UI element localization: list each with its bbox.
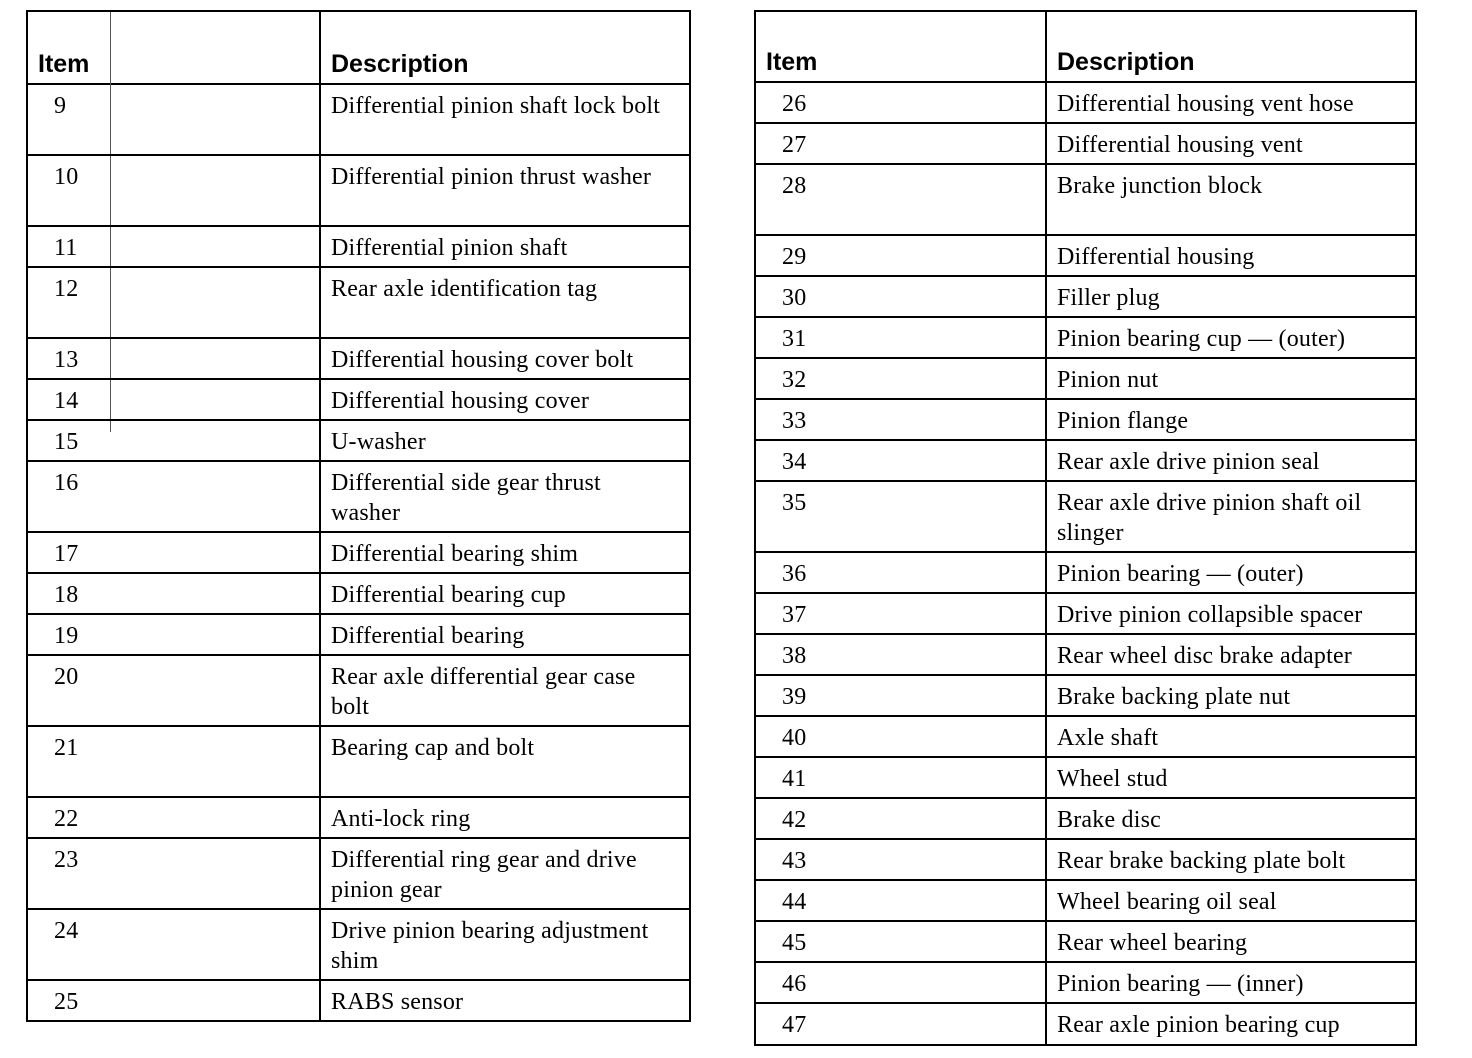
- item-description: Differential bearing shim: [331, 541, 579, 567]
- table-row: [28, 339, 689, 380]
- parts-table-right: [754, 10, 1417, 1046]
- item-description: Wheel stud: [1057, 766, 1168, 792]
- item-description: Rear brake backing plate bolt: [1057, 848, 1346, 874]
- table-row: [756, 236, 1415, 277]
- table-row: [28, 421, 689, 462]
- item-description: Differential ring gear and drive pinion gear: [331, 847, 637, 903]
- table-header: [756, 12, 1415, 83]
- item-number: 28: [782, 173, 807, 199]
- item-number: 42: [782, 807, 807, 833]
- item-description: Pinion bearing — (inner): [1057, 971, 1304, 997]
- table-row: [756, 359, 1415, 400]
- item-description: Pinion flange: [1057, 408, 1189, 434]
- item-number: 22: [54, 806, 79, 832]
- item-description: Differential housing cover: [331, 388, 590, 414]
- table-row: [756, 799, 1415, 840]
- table-row: [756, 553, 1415, 594]
- table-row: [756, 963, 1415, 1004]
- item-number: 35: [782, 490, 807, 516]
- item-description: RABS sensor: [331, 989, 464, 1015]
- item-description: Differential bearing cup: [331, 582, 566, 608]
- item-number: 27: [782, 132, 807, 158]
- item-description: Rear axle identification tag: [331, 276, 598, 302]
- table-row: [28, 615, 689, 656]
- table-row: [28, 910, 689, 981]
- table-row: [28, 156, 689, 227]
- table-row: [28, 656, 689, 727]
- item-number: 21: [54, 735, 79, 761]
- table-row: [28, 839, 689, 910]
- item-number: 30: [782, 285, 807, 311]
- header-description: Description: [331, 50, 469, 78]
- item-description: Brake backing plate nut: [1057, 684, 1291, 710]
- item-description: Differential bearing: [331, 623, 525, 649]
- item-number: 34: [782, 449, 807, 475]
- table-row: [28, 462, 689, 533]
- item-number: 20: [54, 664, 79, 690]
- item-description: Differential housing vent hose: [1057, 91, 1354, 117]
- item-number: 40: [782, 725, 807, 751]
- item-number: 18: [54, 582, 79, 608]
- item-number: 38: [782, 643, 807, 669]
- item-description: Differential housing: [1057, 244, 1255, 270]
- item-number: 16: [54, 470, 79, 496]
- item-number: 26: [782, 91, 807, 117]
- table-row: [28, 798, 689, 839]
- table-row: [756, 594, 1415, 635]
- item-number: 36: [782, 561, 807, 587]
- table-row: [28, 227, 689, 268]
- table-row: [756, 635, 1415, 676]
- item-description: U-washer: [331, 429, 426, 455]
- table-row: [756, 717, 1415, 758]
- table-row: [756, 277, 1415, 318]
- parts-table-left: [26, 10, 691, 1022]
- item-description: Differential side gear thrust washer: [331, 470, 601, 526]
- item-number: 46: [782, 971, 807, 997]
- table-row: [28, 380, 689, 421]
- item-description: Wheel bearing oil seal: [1057, 889, 1277, 915]
- table-body: [756, 83, 1415, 1045]
- table-row: [756, 758, 1415, 799]
- item-number: 13: [54, 347, 79, 373]
- item-number: 29: [782, 244, 807, 270]
- item-number: 31: [782, 326, 807, 352]
- item-number: 10: [54, 164, 79, 190]
- item-number: 14: [54, 388, 79, 414]
- item-number: 37: [782, 602, 807, 628]
- table-header: [28, 12, 689, 85]
- table-row: [28, 268, 689, 339]
- item-number: 11: [54, 235, 78, 261]
- item-number: 12: [54, 276, 79, 302]
- item-number: 43: [782, 848, 807, 874]
- item-number: 41: [782, 766, 807, 792]
- item-number: 33: [782, 408, 807, 434]
- table-row: [756, 840, 1415, 881]
- item-description: Pinion bearing cup — (outer): [1057, 326, 1346, 352]
- table-row: [756, 922, 1415, 963]
- table-body: [28, 85, 689, 1022]
- item-description: Differential housing vent: [1057, 132, 1303, 158]
- item-description: Bearing cap and bolt: [331, 735, 535, 761]
- item-number: 47: [782, 1012, 807, 1038]
- item-description: Brake disc: [1057, 807, 1161, 833]
- table-row: [756, 676, 1415, 717]
- item-description: Rear axle pinion bearing cup: [1057, 1012, 1340, 1038]
- item-description: Drive pinion collapsible spacer: [1057, 602, 1363, 628]
- table-row: [756, 441, 1415, 482]
- item-number: 24: [54, 918, 79, 944]
- item-description: Drive pinion bearing adjustment shim: [331, 918, 649, 974]
- table-row: [28, 727, 689, 798]
- item-number: 19: [54, 623, 79, 649]
- item-description: Rear axle drive pinion seal: [1057, 449, 1320, 475]
- item-description: Pinion nut: [1057, 367, 1159, 393]
- item-description: Differential pinion shaft lock bolt: [331, 93, 661, 119]
- table-row: [756, 1004, 1415, 1045]
- item-number: 44: [782, 889, 807, 915]
- item-description: Anti-lock ring: [331, 806, 471, 832]
- item-description: Rear wheel disc brake adapter: [1057, 643, 1352, 669]
- table-row: [756, 165, 1415, 236]
- item-number: 25: [54, 989, 79, 1015]
- table-row: [28, 85, 689, 156]
- item-description: Differential pinion shaft: [331, 235, 568, 261]
- item-description: Axle shaft: [1057, 725, 1159, 751]
- item-description: Rear axle differential gear case bolt: [331, 664, 636, 720]
- item-number: 9: [54, 93, 67, 119]
- item-number: 39: [782, 684, 807, 710]
- item-number: 32: [782, 367, 807, 393]
- item-description: Rear axle drive pinion shaft oil slinger: [1057, 490, 1362, 546]
- table-row: [756, 400, 1415, 441]
- table-row: [28, 981, 689, 1022]
- table-row: [756, 83, 1415, 124]
- item-number: 15: [54, 429, 79, 455]
- table-row: [28, 574, 689, 615]
- item-description: Differential housing cover bolt: [331, 347, 634, 373]
- item-description: Filler plug: [1057, 285, 1160, 311]
- header-item: Item: [38, 50, 90, 78]
- table-row: [28, 533, 689, 574]
- table-row: [756, 124, 1415, 165]
- table-row: [756, 318, 1415, 359]
- header-item: Item: [766, 48, 818, 76]
- item-description: Differential pinion thrust washer: [331, 164, 652, 190]
- table-row: [756, 482, 1415, 553]
- table-row: [756, 881, 1415, 922]
- item-description: Brake junction block: [1057, 173, 1263, 199]
- item-number: 45: [782, 930, 807, 956]
- item-description: Rear wheel bearing: [1057, 930, 1248, 956]
- item-number: 17: [54, 541, 79, 567]
- item-number: 23: [54, 847, 79, 873]
- header-description: Description: [1057, 48, 1195, 76]
- item-description: Pinion bearing — (outer): [1057, 561, 1304, 587]
